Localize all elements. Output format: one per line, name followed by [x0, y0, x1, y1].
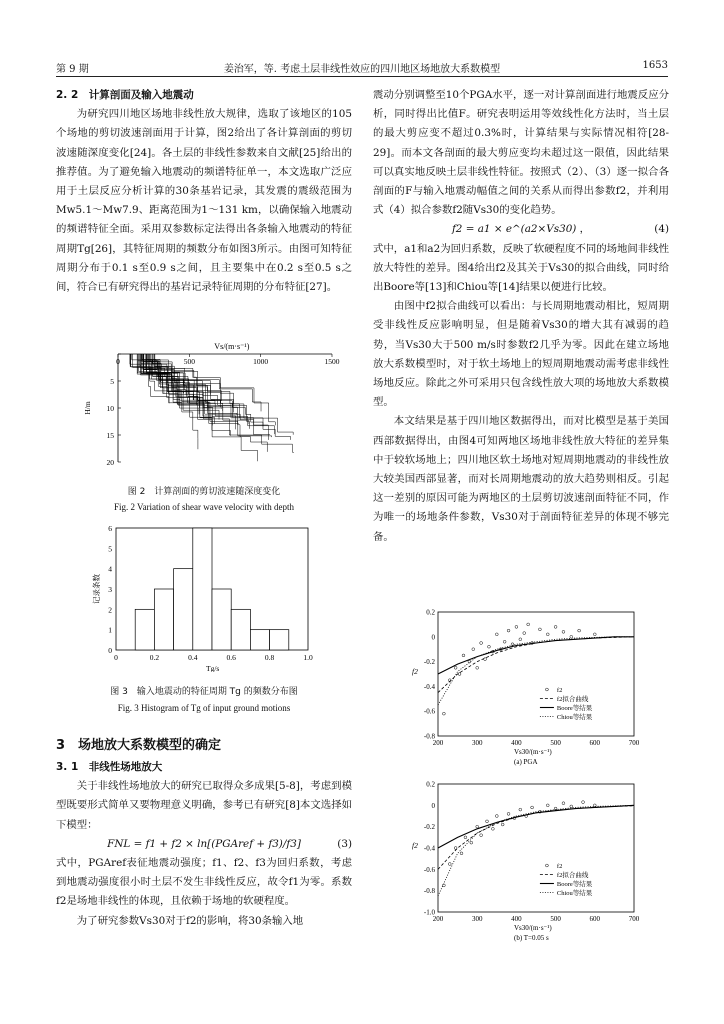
fig4b-y-tick-label: -0.2: [423, 823, 435, 832]
fig3-bar: [135, 609, 154, 650]
section-2-2-heading: 2. 2 计算剖面及输入地震动: [56, 89, 194, 101]
fig4b-point: [464, 836, 467, 839]
section-3-1-paragraph-1: 关于非线性场地放大的研究已取得众多成果[5-8]，考虑到模型既要形式简单又要物理意义明确，参考已有研究[8]本文选择如下模型：: [56, 780, 352, 831]
fig4a-point: [539, 628, 542, 631]
fig4a-legend-marker: [546, 688, 549, 691]
page-number: 1653: [642, 60, 668, 71]
fig4b-x-tick-label: 200: [432, 915, 444, 923]
fig3-bar: [154, 589, 173, 650]
fig4b-legend-text: Chiou等结果: [556, 890, 593, 897]
fig4a-x-tick-label: 500: [550, 739, 561, 747]
fig4a-point: [546, 633, 549, 636]
fig4a-frame: [438, 612, 634, 736]
fig4b-curve-3: [438, 805, 634, 896]
fig4a-point: [495, 633, 498, 636]
fig4a-point: [593, 633, 596, 636]
fig3-bar: [270, 630, 289, 650]
fig4b-point: [460, 852, 463, 855]
equation-4-comma: ，: [579, 223, 591, 236]
fig4b-point: [519, 808, 522, 811]
fig2-y-tick-label: 5: [110, 377, 114, 386]
fig4b-point: [470, 841, 473, 844]
fig3-bar: [250, 630, 269, 650]
section-2-2-paragraph: 为研究四川地区场地非线性放大规律，选取了该地区的105个场地的剪切波速剖面用于计算，图2给出了各计算剖面的剪切波速随深度变化[24]。各土层的非线性参数来自文献[25]给出的推荐值。为了避免输入地震动的频谱特征单一，本文选取广泛应用于土层反应分析计算的30条基岩记录，其发震的震级范围为Mw5.1～Mw7.9、距离范围为1～131 km，以确保输入地震动的频谱特征全面。采用双参数标定法得出各条输入地震动的特征周期Tg[26]，其特征周期的频数分布如图3所示。由图可知特征周期分布于0.1 s至0.9 s之间，且主要集中在0.2 s至0.5 s之间，符合已有研究得出的基岩记录特征周期的分布特征[27]。: [56, 108, 352, 294]
fig3-x-tick-label: 0.8: [264, 653, 275, 662]
fig2-y-tick-label: 10: [106, 404, 114, 413]
fig4a-legend-text: Chiou等结果: [556, 714, 593, 721]
fig4b-point: [562, 802, 565, 805]
fig4a-point: [515, 625, 518, 628]
fig4a-point: [468, 660, 471, 663]
figure-2-caption-cn: 图 2 计算剖面的剪切波速随深度变化: [127, 487, 281, 497]
right-column: [373, 86, 669, 547]
fig3-y-tick-label: 6: [108, 524, 112, 533]
fig4a-point: [507, 629, 510, 632]
fig4b-point: [507, 812, 510, 815]
fig2-y-tick-label: 20: [106, 458, 114, 467]
running-header: [56, 60, 668, 77]
fig4b-x-label: Vs30/(m·s⁻¹): [514, 924, 552, 932]
fig4a-curve-2: [438, 637, 634, 674]
fig4a-point: [503, 640, 506, 643]
fig3-bar: [193, 528, 212, 650]
fig4b-y-tick-label: -1.0: [423, 908, 435, 917]
fig4b-x-tick-label: 300: [471, 915, 483, 923]
fig4a-x-tick-label: 700: [628, 739, 640, 747]
fig4b-point: [570, 805, 573, 808]
fig4b-legend-text: Boore等结果: [556, 881, 593, 888]
fig4a-curve-1: [438, 637, 634, 693]
fig4b-y-tick-label: -0.8: [423, 887, 435, 896]
fig4a-legend-text: Boore等结果: [556, 705, 593, 712]
running-title: 姜治军，等. 考虑土层非线性效应的四川地区场地放大系数模型: [223, 64, 501, 75]
fig4a-x-tick-label: 400: [511, 739, 522, 747]
fig2-x-tick-label: 1500: [324, 357, 340, 366]
fig4a-curve-3: [438, 637, 634, 705]
fig3-bar: [212, 589, 231, 650]
fig4b-y-label: f2: [412, 841, 418, 850]
fig4a-point: [472, 648, 475, 651]
fig3-y-label: 记录条数: [92, 574, 101, 604]
fig2-y-label: H/m: [83, 401, 92, 415]
fig4b-y-tick-label: 0.2: [426, 780, 435, 789]
fig4a-point: [454, 666, 457, 669]
fig3-y-tick-label: 5: [108, 544, 112, 554]
equation-4-number: (4): [654, 223, 669, 236]
fig4a-legend-text: f2: [556, 687, 563, 694]
fig4a-point: [527, 623, 530, 626]
right-paragraph-1: 震动分别调整至10个PGA水平，逐一对计算剖面进行地震反应分析，同时得出比值F。研究表明运用等效线性化方法时，当土层的最大剪应变不超过0.3%时，计算结果与实际情况相符[28-29]。而本文各剖面的最大剪应变均未超过这一限值，因此结果可以真实地反映土层非线性特征。按照式（2）、（3）逐一拟合各剖面的F与输入地震动幅值之间的关系从而得出参数f2，并利用式（4）拟合参数f2随Vs30的变化趋势。: [373, 89, 669, 217]
fig4b-point: [546, 804, 549, 807]
fig3-y-tick-label: 3: [108, 585, 112, 594]
fig4a-point: [578, 629, 581, 632]
fig3-x-tick-label: 0.2: [149, 653, 160, 662]
fig4a-y-tick-label: -0.6: [423, 707, 435, 716]
fig4a-x-tick-label: 300: [471, 739, 483, 747]
figure-4a-pga-scatter: [404, 606, 650, 782]
fig4b-x-tick-label: 400: [511, 915, 522, 923]
equation-4-body: f2 = a1 × e^(a2×Vs30): [451, 223, 577, 236]
fig3-y-tick-label: 1: [108, 625, 112, 635]
fig4a-point: [462, 654, 465, 657]
fig4a-x-label: Vs30/(m·s⁻¹): [514, 748, 552, 756]
fig4a-point: [442, 712, 445, 715]
fig4b-y-tick-label: -0.6: [423, 865, 435, 874]
fig4a-point: [570, 635, 573, 638]
section-3-1-heading: 3. 1 非线性场地放大: [56, 761, 163, 773]
fig3-y-tick-label: 2: [108, 605, 112, 615]
fig3-x-label: Tg/s: [206, 664, 220, 672]
equation-3-number: (3): [337, 837, 352, 850]
fig4a-x-tick-label: 600: [589, 739, 601, 747]
section-3-1-paragraph-2: 式中，PGAref表征地震动强度；f1、f2、f3为回归系数，考虑到地震动强度很小时土层不发生非线性反应，故令f1为零。系数f2是场地非线性的体现，且依赖于场地的软硬程度。: [56, 857, 352, 908]
fig2-x-tick-label: 1000: [253, 357, 269, 366]
fig4a-y-tick-label: -0.4: [423, 682, 435, 691]
fig4a-y-tick-label: -0.8: [423, 732, 435, 741]
figure-3-caption-cn: 图 3 输入地震动的特征周期 Tg 的频数分布图: [110, 687, 298, 697]
fig4b-point: [476, 825, 479, 828]
fig4a-point: [476, 666, 479, 669]
fig4b-point: [501, 823, 504, 826]
issue-label: 第 9 期: [56, 64, 89, 75]
fig4b-point: [448, 863, 451, 866]
right-paragraph-4: 本文结果是基于四川地区数据得出，而对比模型是基于美国西部数据得出，由图4可知两地区场地非线性放大特征的差异集中于较软场地上；四川地区软土场地对短周期地震动的非线性放大较美国西部显著，而对长周期地震动的放大趋势则相反。引起这一差别的原因可能为两地区的土层剪切波速剖面特征不同，作为唯一的场地条件参数，Vs30对于剖面特征差异的体现不够完备。: [373, 415, 669, 543]
fig4b-frame: [438, 784, 634, 912]
fig3-bar: [231, 609, 250, 650]
fig4b-curve-1: [438, 806, 634, 869]
section-3-block: [56, 734, 352, 931]
fig4b-panel-label: (b) T=0.05 s: [514, 934, 549, 942]
fig4a-point: [480, 642, 483, 645]
figure-3-tg-histogram: [92, 520, 322, 672]
fig3-x-tick-label: 0.4: [188, 653, 198, 662]
fig4a-y-tick-label: 0: [431, 633, 435, 642]
fig4a-panel-label: (a) PGA: [514, 758, 538, 766]
fig4b-legend-marker: [546, 864, 549, 867]
fig4b-x-tick-label: 500: [550, 915, 561, 923]
figure-4b-t005-scatter: [404, 778, 650, 950]
figure-2-vs-profiles: [82, 340, 342, 472]
fig4a-y-tick-label: -0.2: [423, 658, 435, 667]
fig4a-point: [519, 638, 522, 641]
fig3-y-tick-label: 4: [108, 564, 112, 574]
left-column: [56, 86, 352, 297]
figure-3-caption-en: Fig. 3 Histogram of Tg of input ground motions: [117, 703, 291, 713]
fig4b-point: [442, 884, 445, 887]
fig4b-y-tick-label: 0: [431, 801, 435, 810]
fig2-x-tick-label: 0: [116, 357, 120, 366]
section-3-1-paragraph-3: 为了研究参数Vs30对于f2的影响，将30条输入地: [76, 914, 304, 927]
fig4b-point: [486, 820, 489, 823]
fig4b-point: [531, 806, 534, 809]
fig4b-x-tick-label: 600: [589, 915, 601, 923]
figure-2-caption-en: Fig. 2 Variation of shear wave velocity with depth: [113, 502, 295, 512]
fig4b-legend-text: f2拟合曲线: [556, 872, 589, 879]
section-3-heading: 3 场地放大系数模型的确定: [56, 738, 222, 753]
fig3-bar: [174, 569, 193, 650]
fig3-x-tick-label: 1.0: [303, 653, 313, 662]
fig4b-point: [495, 815, 498, 818]
fig4a-point: [554, 625, 557, 628]
fig4b-point: [491, 827, 494, 830]
fig2-x-label: Vs/(m·s⁻¹): [214, 342, 250, 351]
fig4b-legend-text: f2: [556, 863, 563, 870]
equation-4: [373, 220, 669, 239]
fig4a-legend-text: f2拟合曲线: [556, 696, 589, 703]
fig3-x-tick-label: 0: [114, 653, 118, 662]
fig2-y-tick-label: 15: [106, 431, 114, 440]
fig4b-point: [582, 801, 585, 804]
fig4b-x-tick-label: 700: [628, 915, 640, 923]
fig3-y-tick-label: 0: [108, 646, 112, 655]
fig3-x-tick-label: 0.6: [226, 653, 236, 662]
fig4b-y-tick-label: -0.4: [423, 844, 435, 853]
equation-3-body: FNL = f1 + f2 × ln[(PGAref + f3)/f3]: [107, 837, 301, 850]
right-paragraph-2: 式中，a1和a2为回归系数，反映了软硬程度不同的场地间非线性放大特性的差异。图4给出f2及其关于Vs30的拟合曲线，同时给出Boore等[13]和Chiou等[14]结果以便进行比较。: [373, 242, 669, 294]
fig4a-x-tick-label: 200: [432, 739, 444, 747]
fig4a-y-tick-label: 0.2: [426, 608, 435, 617]
fig4b-point: [480, 834, 483, 837]
fig4a-point: [488, 645, 491, 648]
fig4a-point: [523, 632, 526, 635]
fig2-x-tick-label: 500: [183, 357, 195, 366]
fig4a-point: [562, 630, 565, 633]
fig4a-y-label: f2: [412, 667, 418, 676]
fig4a-point: [458, 673, 461, 676]
right-paragraph-3: 由图中f2拟合曲线可以看出：与长周期地震动相比，短周期受非线性反应影响明显，但是随着Vs30的增大其有减弱的趋势，当Vs30大于500 m/s时参数f2几乎为零。因此在建立场地放大系数模型时，对于软土场地上的短周期地震动需考虑非线性场地反应。除此之外可采用只包含线性放大项的场地放大系数模型。: [373, 300, 669, 409]
equation-3: [56, 835, 352, 854]
